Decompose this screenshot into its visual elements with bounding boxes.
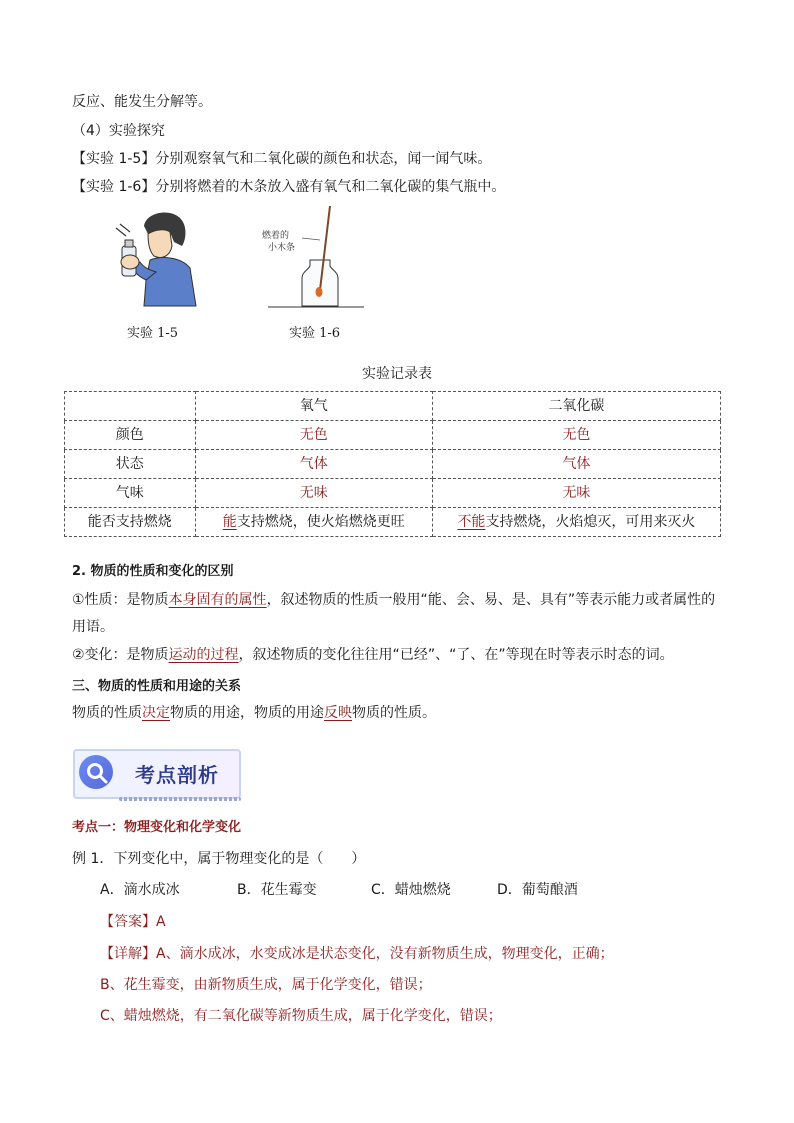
relation-blank-1: 决定 (142, 705, 170, 721)
figure-1-6-label-line1: 燃着的 (262, 231, 290, 241)
property-use-relation (72, 703, 436, 723)
section-banner (73, 749, 241, 801)
example-1-question: 例 1．下列变化中，属于物理变化的是（ ） (72, 851, 366, 867)
search-icon (85, 761, 109, 785)
experiment-1-6 (72, 177, 505, 197)
relation-text-3: 物质的性质。 (352, 705, 436, 721)
experiment-1-5-text: 分别观察氧气和二氧化碳的颜色和状态，闻一闻气味。 (155, 151, 492, 167)
change-definition (72, 645, 674, 665)
co2-combustion-text: 支持燃烧，火焰熄灭，可用来灭火 (485, 514, 696, 530)
detail-line-c: C、蜡烛燃烧，有二氧化碳等新物质生成，属于化学变化，错误； (100, 1008, 502, 1024)
experiment-record-table (64, 391, 721, 537)
section3-title: 三、物质的性质和用途的关系 (72, 679, 242, 694)
co2-combustion-blank: 不能 (457, 514, 486, 530)
option-a: A．滴水成冰 (100, 882, 180, 898)
table-header-row (65, 392, 721, 421)
table-header-empty (65, 392, 196, 421)
answer-value: A (156, 914, 166, 930)
row-label: 能否支持燃烧 (65, 508, 196, 537)
detail-text-a: A、滴水成冰，水变成冰是状态变化，没有新物质生成，物理变化，正确； (156, 946, 614, 962)
table-header-co2: 二氧化碳 (432, 392, 720, 421)
burning-splint-jar-illustration (258, 204, 368, 310)
table-row (65, 508, 721, 537)
oxygen-value: 气体 (195, 450, 432, 479)
option-c: C．蜡烛燃烧 (371, 882, 451, 898)
student-observing-illustration (104, 206, 200, 308)
figure-1-6-label-line2: 小木条 (268, 243, 296, 253)
relation-blank-2: 反映 (324, 705, 352, 721)
oxygen-combustion-blank: 能 (222, 514, 237, 530)
co2-combustion (432, 508, 720, 537)
co2-value: 无味 (432, 479, 720, 508)
co2-value: 无色 (432, 421, 720, 450)
experiment-1-5-tag: 【实验 1-5】 (72, 151, 156, 167)
oxygen-value: 无色 (195, 421, 432, 450)
answer-line (100, 912, 166, 932)
row-label: 气味 (65, 479, 196, 508)
table-row (65, 421, 721, 450)
property-prefix: ①性质：是物质 (72, 592, 169, 608)
section2-title: 2. 物质的性质和变化的区别 (72, 564, 234, 579)
banner-underline (119, 797, 241, 801)
change-prefix: ②变化：是物质 (72, 647, 169, 663)
co2-value: 气体 (432, 450, 720, 479)
relation-text-1: 物质的性质 (72, 705, 142, 721)
detail-tag: 【详解】 (100, 946, 156, 962)
property-definition-line2: 用语。 (72, 619, 114, 635)
figure-1-6-caption: 实验 1-6 (289, 326, 341, 341)
change-rest: ，叙述物质的变化往往用“已经”、“了、在”等现在时等表示时态的词。 (238, 647, 674, 663)
table-title: 实验记录表 (362, 366, 432, 382)
option-d: D．葡萄酿酒 (497, 882, 578, 898)
kaodian-1-title: 考点一：物理变化和化学变化 (72, 820, 242, 835)
table-row (65, 450, 721, 479)
property-definition (72, 590, 715, 610)
figure-1-5-caption: 实验 1-5 (127, 326, 179, 341)
experiment-1-6-text: 分别将燃着的木条放入盛有氧气和二氧化碳的集气瓶中。 (155, 179, 506, 195)
table-header-oxygen: 氧气 (195, 392, 432, 421)
detail-line-b: B、花生霉变，由新物质生成，属于化学变化，错误； (100, 977, 432, 993)
relation-text-2: 物质的用途，物质的用途 (170, 705, 324, 721)
property-rest: ，叙述物质的性质一般用“能、会、易、是、具有”等表示能力或者属性的 (266, 592, 716, 608)
oxygen-value: 无味 (195, 479, 432, 508)
oxygen-combustion-text: 支持燃烧，使火焰燃烧更旺 (236, 514, 405, 530)
section4-title: （4）实验探究 (72, 123, 165, 139)
intro-line: 反应、能发生分解等。 (72, 94, 212, 110)
change-blank: 运动的过程 (168, 647, 239, 663)
option-b: B．花生霉变 (237, 882, 317, 898)
detail-line-a (100, 944, 614, 964)
experiment-1-6-tag: 【实验 1-6】 (72, 179, 156, 195)
row-label: 颜色 (65, 421, 196, 450)
experiment-1-5 (72, 149, 491, 169)
banner-title: 考点剖析 (135, 763, 219, 787)
answer-tag: 【答案】 (100, 914, 156, 930)
oxygen-combustion (195, 508, 432, 537)
table-row (65, 479, 721, 508)
property-blank: 本身固有的属性 (168, 592, 267, 608)
row-label: 状态 (65, 450, 196, 479)
